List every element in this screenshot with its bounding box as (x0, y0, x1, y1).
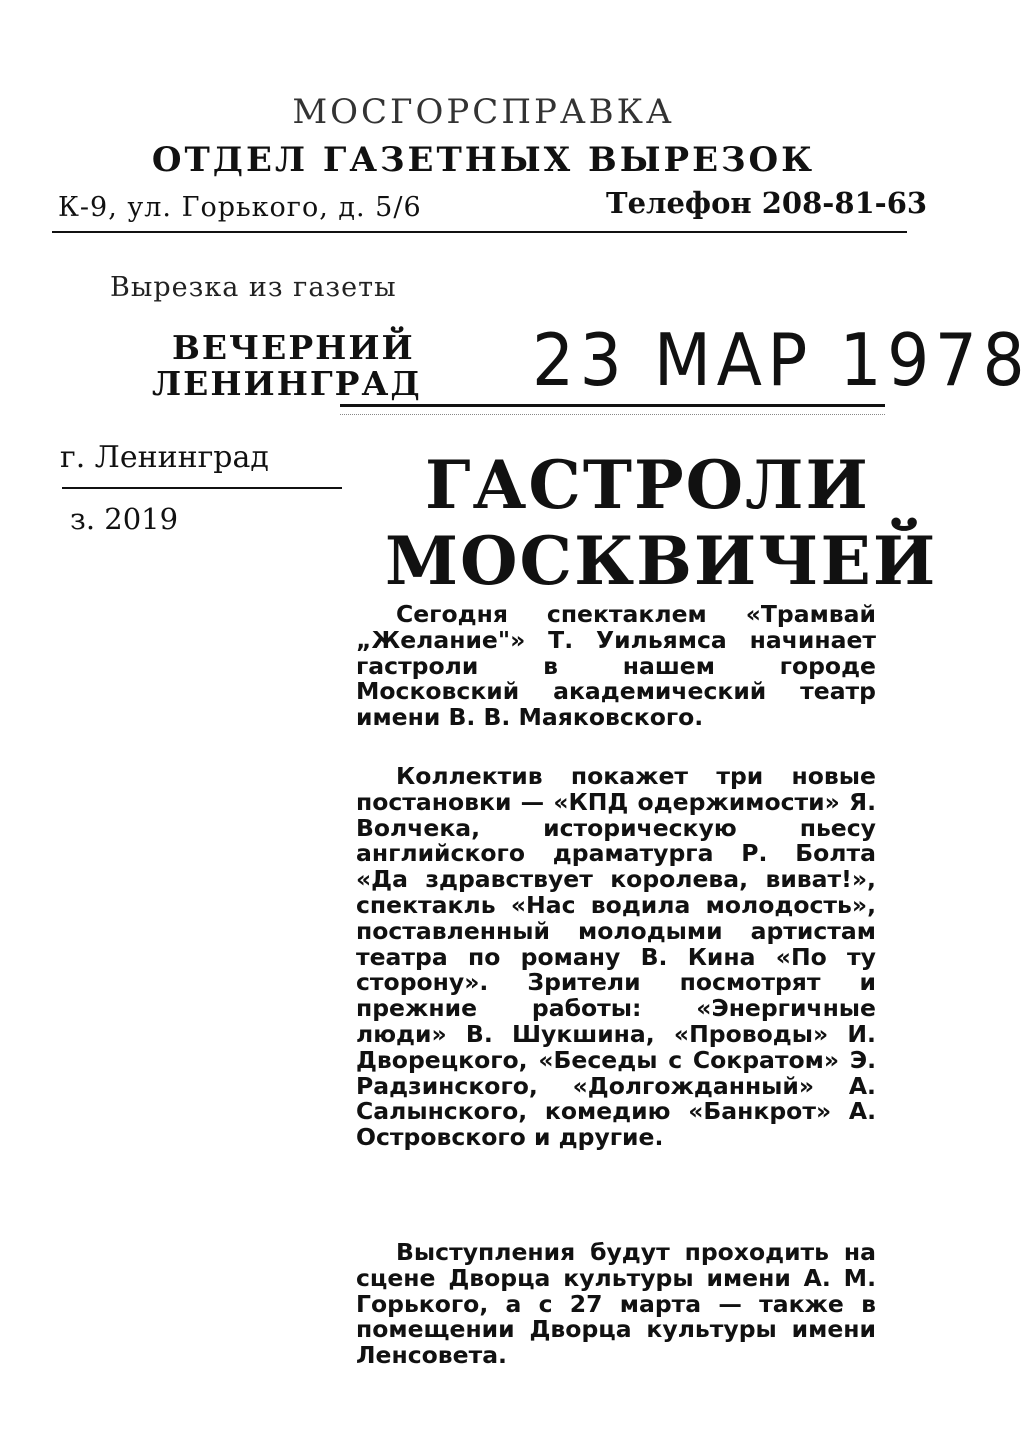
date-stamp: 23 МАР 1978 (532, 318, 1030, 402)
address: К-9, ул. Горького, д. 5/6 (58, 192, 422, 223)
department-name: ОТДЕЛ ГАЗЕТНЫХ ВЫРЕЗОК (151, 140, 816, 180)
phone: Телефон 208-81-63 (606, 186, 928, 220)
agency-name: МОСГОРСПРАВКА (292, 92, 675, 132)
article-paragraph: Сегодня спектаклем «Трамвай „Желание"» Т. Уильямса начинает гастроли в нашем городе Московский академический театр имени В. В. Маяковского. (356, 600, 876, 732)
headline-line2: МОСКВИЧЕЙ (385, 522, 938, 600)
city-divider (62, 487, 342, 489)
city: г. Ленинград (60, 440, 269, 475)
newspaper-name-line2: ЛЕНИНГРАД (152, 364, 422, 403)
article-paragraph: Выступления будут проходить на сцене Дворца культуры имени А. М. Горького, а с 27 марта — также в помещении Дворца культуры имени Ленсовета. (356, 1238, 876, 1370)
newspaper-name-line1: ВЕЧЕРНИЙ (172, 328, 415, 367)
date-divider (340, 404, 885, 407)
headline-line1: ГАСТРОЛИ (425, 446, 870, 524)
order-number: з. 2019 (70, 502, 179, 536)
date-divider-dotted (340, 414, 885, 416)
article-paragraph: Коллектив покажет три новые постановки — «КПД одержимости» Я. Волчека, историческую пьесу английского драматурга Р. Болта «Да здравствует королева, виват!», спектакль «Нас водила молодость», поставленный молодыми артистам театра по роману В. Кина «По ту сторону». Зрители посмотрят и прежние работы: «Энергичные люди» В. Шукшина, «Проводы» И. Дворецкого, «Беседы с Сократом» Э. Радзинского, «Долгожданный» А. Салынского, комедию «Банкрот» А. Островского и другие. (356, 762, 876, 1152)
header-divider (52, 231, 907, 233)
clipping-label: Вырезка из газеты (110, 272, 397, 303)
